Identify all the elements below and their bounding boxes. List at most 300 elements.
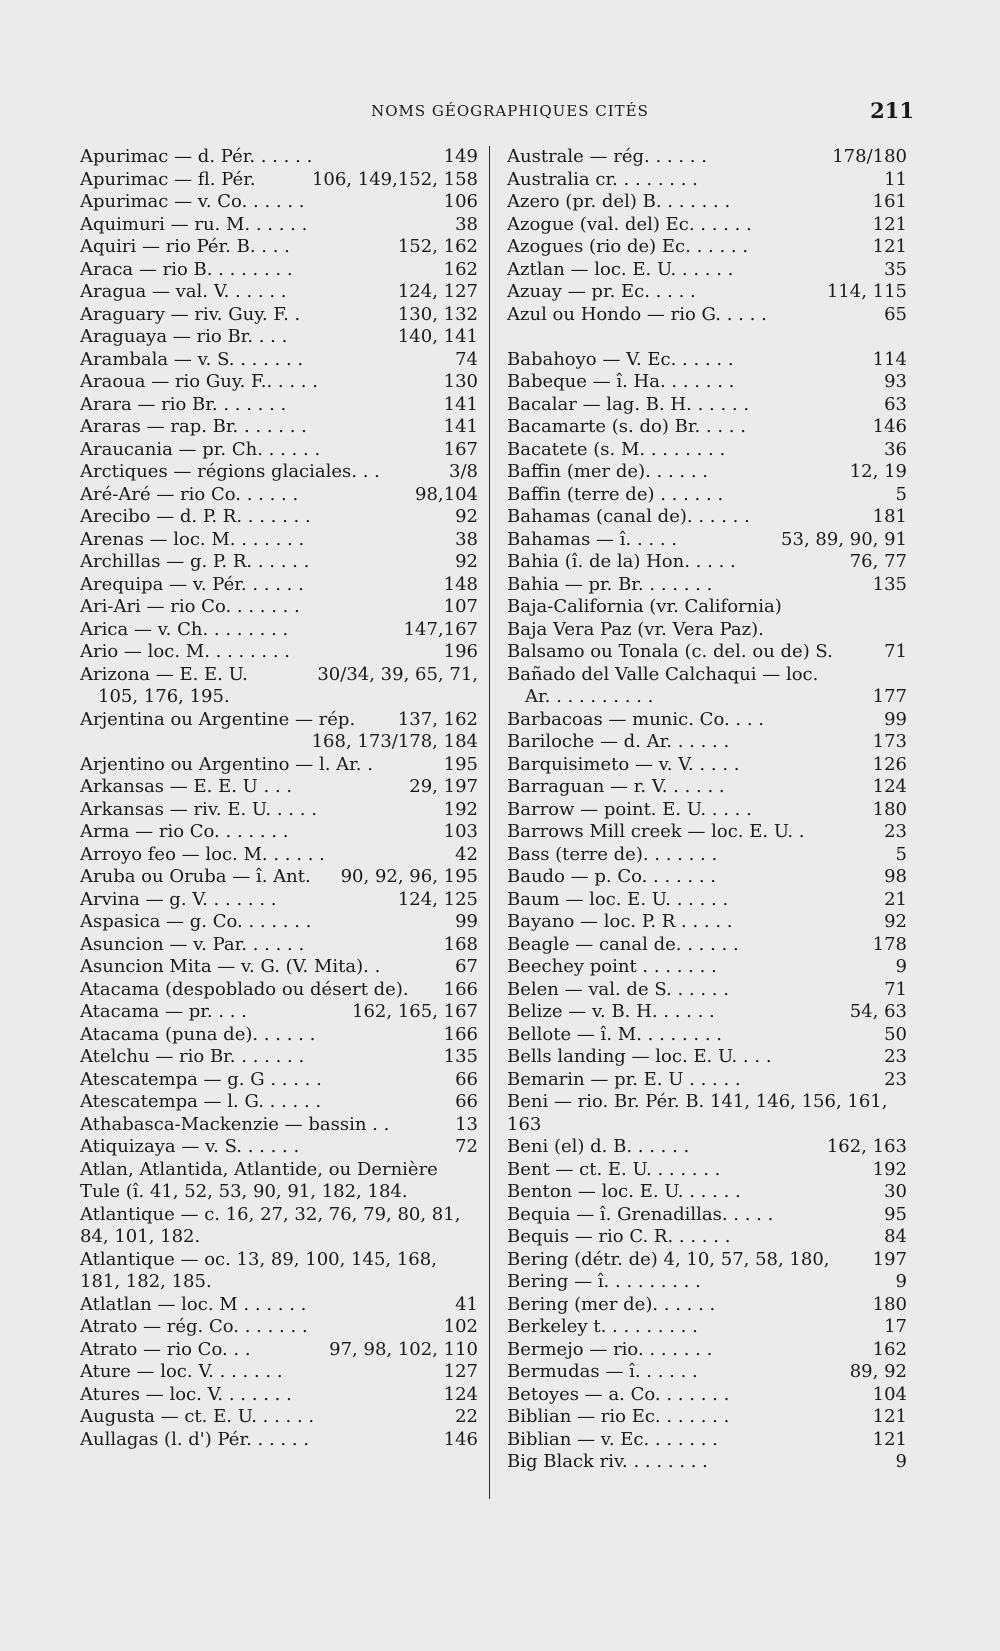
index-entry [507,1271,907,1294]
page-reference: 42 [455,843,478,865]
index-entry [80,1001,478,1024]
entry-name: Bequia — î. Grenadillas. . . . . [507,1203,774,1225]
page-reference: 71 [884,978,907,1000]
entry-name: Belen — val. de S. . . . . . [507,978,729,1000]
index-entry [80,1249,478,1294]
entry-name: Atrato — rég. Co. . . . . . . [80,1316,308,1337]
page-reference: 152, 162 [397,236,478,257]
page-reference: 166 [443,978,478,1000]
entry-name: Biblian — v. Ec. . . . . . . [507,1428,718,1450]
index-entry: 168, 173/178, 184 [311,731,478,752]
page-reference: 74 [455,348,478,370]
page-reference: 180 [872,798,907,820]
index-entry [507,1406,907,1429]
index-entry [80,911,478,934]
entry-name: Bemarin — pr. E. U . . . . . [507,1068,741,1090]
page-reference: 168 [443,933,478,955]
page-reference: 9 [895,956,907,977]
entry-name: Arkansas — E. E. U . . . [80,776,293,797]
index-entry [507,844,907,867]
entry-name: Atiquizaya — v. S. . . . . . [80,1136,300,1157]
entry-name: Beechey point . . . . . . . [507,956,717,977]
index-entry [507,574,907,597]
entry-name: Araoua — rio Guy. F.. . . . . [80,371,318,392]
section-gap [507,326,907,349]
entry-name: Balsamo ou Tonala (c. del. ou de) S. [507,641,833,662]
entry-name: Baffin (mer de). . . . . . [507,461,709,482]
index-entry [507,1069,907,1092]
entry-name: Arequipa — v. Pér. . . . . . [80,573,304,595]
index-entry [80,1024,478,1047]
index-entry [507,259,907,282]
page-reference: 65 [884,303,907,325]
index-entry [507,461,907,484]
page-reference: 192 [443,798,478,820]
entry-name: Atrato — rio Co. . . [80,1338,251,1360]
page-reference: 66 [455,1068,478,1090]
page-reference: 21 [884,888,907,910]
entry-name: Aquimuri — ru. M. . . . . . [80,213,308,235]
entry-name: Asuncion Mita — v. G. (V. Mita). . [80,956,381,977]
entry-name: Baffin (terre de) . . . . . . [507,483,724,505]
entry-name: Bering — î. . . . . . . . . [507,1271,701,1292]
entry-name: Atlantique — c. 16, 27, 32, 76, 79, 80, 81, 84, 101, 182. [80,1203,461,1247]
index-column-right [507,146,907,1474]
index-entry [507,596,907,619]
entry-name: Azuay — pr. Ec. . . . . [507,281,696,302]
page-reference: 95 [884,1203,907,1225]
index-entry [507,1361,907,1384]
page-reference: 99 [455,911,478,932]
entry-name: Australia cr. . . . . . . . [507,168,698,190]
index-entry [507,1316,907,1339]
entry-name: Atacama (despoblado ou désert de). [80,978,409,1000]
entry-name: Aquiri — rio Pér. B. . . . [80,236,290,257]
entry-name: Athabasca-Mackenzie — bassin . . [80,1113,390,1135]
entry-name: Bahia (î. de la) Hon. . . . . [507,551,736,572]
entry-name: Augusta — ct. E. U. . . . . . [80,1406,315,1427]
index-entry [80,461,478,484]
page-reference: 149 [443,146,478,167]
page-reference: 106 [443,191,478,212]
entry-name: Barquisimeto — v. V. . . . . [507,753,740,775]
entry-name: Bahamas (canal de). . . . . . [507,506,750,527]
running-title: NOMS GÉOGRAPHIQUES CITÉS [371,102,649,120]
index-entry [507,169,907,192]
page-reference: 66 [455,1091,478,1112]
page-reference: 30/34, 39, 65, 71, [317,663,478,685]
entry-name: Bayano — loc. P. R . . . . . [507,911,733,932]
index-entry [507,281,907,304]
index-entry [80,956,478,979]
page-reference: 103 [443,821,478,842]
entry-name: Bass (terre de). . . . . . . [507,843,718,865]
entry-name: Araguary — riv. Guy. F. . [80,303,301,325]
entry-name: Babahoyo — V. Ec. . . . . . [507,348,734,370]
entry-name: Ature — loc. V. . . . . . . [80,1361,283,1382]
entry-name: Betoyes — a. Co. . . . . . . [507,1383,730,1405]
index-entry [507,1249,907,1272]
index-entry [507,956,907,979]
page-reference: 181 [872,506,907,527]
index-entry [507,1136,907,1159]
page-reference: 92 [884,911,907,932]
page-number: 211 [870,98,914,123]
index-entry [507,236,907,259]
index-entry [80,214,478,237]
page-reference: 38 [455,213,478,235]
entry-name: Ar. . . . . . . . . . [525,686,654,707]
entry-name: Bermejo — rio. . . . . . . [507,1338,713,1360]
page-reference: 195 [443,753,478,775]
entry-name: Benton — loc. E. U. . . . . . [507,1181,741,1202]
page-reference: 162 [443,258,478,280]
index-entry [507,1046,907,1069]
index-entry [80,754,478,777]
entry-name: Barrow — point. E. U. . . . . [507,798,752,820]
page-reference: 5 [895,483,907,505]
index-entry [80,709,478,732]
index-entry [80,529,478,552]
page-reference: 121 [872,213,907,235]
page-reference: 93 [884,371,907,392]
index-entry [80,326,478,349]
page-reference: 99 [884,708,907,730]
index-entry [507,889,907,912]
index-entry [80,146,478,169]
page-reference: 92 [455,551,478,572]
index-entry [507,1024,907,1047]
page-reference: 135 [872,573,907,595]
page-reference: 36 [884,438,907,460]
entry-name: Aruba ou Oruba — î. Ant. [80,866,311,887]
page-reference: 84 [884,1226,907,1247]
index-entry [80,1069,478,1092]
page-reference: 121 [872,236,907,257]
index-entry [507,304,907,327]
entry-name: Arvina — g. V. . . . . . . [80,888,277,910]
entry-name: Australe — rég. . . . . . [507,146,707,167]
index-entry [507,1181,907,1204]
index-entry [80,641,478,664]
entry-name: Azul ou Hondo — rio G. . . . . [507,303,767,325]
entry-name: Bahia — pr. Br. . . . . . . [507,573,713,595]
page-reference: 23 [884,821,907,842]
index-entry [507,709,907,732]
index-entry [80,844,478,867]
index-entry [507,799,907,822]
index-entry [80,1429,478,1452]
page-reference: 146 [872,416,907,437]
index-entry [80,191,478,214]
index-entry [80,776,478,799]
page-reference: 167 [443,438,478,460]
index-entry [507,754,907,777]
page-reference: 23 [884,1068,907,1090]
page-reference: 121 [872,1406,907,1427]
index-entry [80,304,478,327]
index-entry [507,371,907,394]
page-reference: 178/180 [832,146,907,167]
entry-name: Bacamarte (s. do) Br. . . . . [507,416,746,437]
entry-name: Azero (pr. del) B. . . . . . . [507,191,731,212]
page-reference: 126 [872,753,907,775]
entry-name: Apurimac — fl. Pér. [80,168,256,190]
index-entry [507,506,907,529]
entry-name: Berkeley t. . . . . . . . . [507,1316,698,1337]
index-entry [80,574,478,597]
index-entry [507,484,907,507]
page-reference: 90, 92, 96, 195 [340,866,478,887]
index-entry [507,1159,907,1182]
entry-name: Bañado del Valle Calchaqui — loc. [507,663,819,685]
entry-name: Atures — loc. V. . . . . . . [80,1383,292,1405]
entry-name: Beni — rio. Br. Pér. B. 141, 146, 156, 161, 163 [507,1091,888,1135]
column-divider [489,146,490,1499]
index-entry [80,1361,478,1384]
index-entry [507,1294,907,1317]
page-reference: 35 [884,258,907,280]
page-reference: 162 [872,1338,907,1360]
page-reference: 107 [443,596,478,617]
index-entry [507,1204,907,1227]
page-reference: 196 [443,641,478,662]
page-reference: 114, 115 [826,281,907,302]
entry-name: Arjentino ou Argentino — l. Ar. . [80,753,373,775]
entry-name: Bequis — rio C. R. . . . . . [507,1226,731,1247]
index-entry [507,1429,907,1452]
page-reference: 147,167 [403,618,478,640]
index-entry [80,1114,478,1137]
page-reference: 173 [872,731,907,752]
entry-name: Beni (el) d. B. . . . . . [507,1136,690,1157]
index-entry [507,911,907,934]
entry-name: Atescatempa — g. G . . . . . [80,1068,322,1090]
index-entry [507,394,907,417]
page-reference: 53, 89, 90, 91 [781,528,907,550]
page-reference: 11 [884,168,907,190]
page-reference: 162, 163 [826,1136,907,1157]
page-reference: 146 [443,1428,478,1450]
page-reference: 54, 63 [849,1001,907,1022]
entry-name: Barraguan — r. V. . . . . . [507,776,725,797]
index-entry [507,1091,907,1136]
page-reference: 137, 162 [397,708,478,730]
page-reference: 130 [443,371,478,392]
entry-name: Atacama — pr. . . . [80,1001,247,1022]
index-entry [80,394,478,417]
index-entry [80,1091,478,1114]
index-entry [80,821,478,844]
index-entry [80,934,478,957]
entry-name: Arica — v. Ch. . . . . . . . [80,618,289,640]
index-entry [80,281,478,304]
page-reference: 124 [443,1383,478,1405]
page-reference: 106, 149,152, 158 [311,168,478,190]
page-reference: 9 [895,1451,907,1472]
page-reference: 13 [455,1113,478,1135]
entry-name: Arara — rio Br. . . . . . . [80,393,287,415]
page-reference: 177 [872,686,907,707]
index-entry [80,236,478,259]
entry-name: Beagle — canal de. . . . . . [507,933,739,955]
entry-name: Bariloche — d. Ar. . . . . . [507,731,730,752]
entry-name: Arambala — v. S. . . . . . . [80,348,304,370]
entry-name: Atelchu — rio Br. . . . . . . [80,1046,305,1067]
entry-name: Apurimac — v. Co. . . . . . [80,191,305,212]
entry-name: Ario — loc. M. . . . . . . . [80,641,291,662]
entry-name: Arizona — E. E. U. [80,663,248,685]
page-reference: 114 [872,348,907,370]
index-entry [80,1339,478,1362]
entry-name: Bermudas — î. . . . . . [507,1361,698,1382]
entry-name: Arma — rio Co. . . . . . . [80,821,289,842]
page-reference: 97, 98, 102, 110 [329,1338,478,1360]
page-reference: 98,104 [415,483,478,505]
index-entry [80,169,478,192]
entry-name: Apurimac — d. Pér. . . . . . [80,146,313,167]
index-entry [507,1339,907,1362]
page-reference: 135 [443,1046,478,1067]
entry-name: Bellote — î. M. . . . . . . . [507,1023,723,1045]
page-reference: 192 [872,1158,907,1180]
entry-name: Aspasica — g. Co. . . . . . . [80,911,312,932]
entry-name: Bahamas — î. . . . . [507,528,678,550]
page-reference: 130, 132 [397,303,478,325]
page-reference: 141 [443,393,478,415]
page-reference: 89, 92 [849,1361,907,1382]
index-entry [507,641,907,664]
entry-name: Aztlan — loc. E. U. . . . . . [507,258,734,280]
entry-name: Arenas — loc. M. . . . . . . [80,528,305,550]
entry-name: Asuncion — v. Par. . . . . . [80,933,305,955]
entry-name: Barbacoas — munic. Co. . . . [507,708,765,730]
entry-name: Arjentina ou Argentine — rép. [80,708,356,730]
index-entry [80,799,478,822]
page-reference: 50 [884,1023,907,1045]
index-entry [80,889,478,912]
index-entry [80,439,478,462]
index-entry [80,1046,478,1069]
index-entry [80,596,478,619]
page-reference: 161 [872,191,907,212]
index-entry: 105, 176, 195. [98,686,230,707]
entry-name: Araguaya — rio Br. . . . [80,326,288,347]
entry-name: Bacatete (s. M. . . . . . . . [507,438,726,460]
page-reference: 197 [872,1248,907,1270]
index-entry [80,506,478,529]
page-reference: 141 [443,416,478,437]
index-entry [507,416,907,439]
page-reference: 124 [872,776,907,797]
index-entry [80,551,478,574]
index-entry [80,1384,478,1407]
entry-name: Aré-Aré — rio Co. . . . . . [80,483,299,505]
page-reference: 178 [872,933,907,955]
index-entry [507,934,907,957]
entry-name: Azogues (rio de) Ec. . . . . . [507,236,749,257]
entry-name: Arroyo feo — loc. M. . . . . . [80,843,325,865]
page-reference: 76, 77 [849,551,907,572]
entry-name: Baja Vera Paz (vr. Vera Paz). [507,618,764,640]
index-entry [507,686,907,709]
index-entry [507,1226,907,1249]
entry-name: Bacalar — lag. B. H. . . . . . [507,393,750,415]
entry-name: Araucania — pr. Ch. . . . . . [80,438,321,460]
entry-name: Araras — rap. Br. . . . . . . [80,416,307,437]
entry-name: Baja-California (vr. California) [507,596,782,617]
index-entry [507,664,907,687]
page-reference: 140, 141 [397,326,478,347]
page-reference: 22 [455,1406,478,1427]
index-entry [507,551,907,574]
index-entry [80,1316,478,1339]
entry-name: Arctiques — régions glaciales. . . [80,461,380,482]
entry-name: Big Black riv. . . . . . . . [507,1451,708,1472]
index-entry [507,619,907,642]
index-entry [80,349,478,372]
index-entry [80,1204,478,1249]
entry-name: Barrows Mill creek — loc. E. U. . [507,821,805,842]
index-entry [507,529,907,552]
entry-name: Biblian — rio Ec. . . . . . . [507,1406,730,1427]
index-entry [507,214,907,237]
index-entry [80,866,478,889]
index-entry [80,1406,478,1429]
page-reference: 12, 19 [849,461,907,482]
index-entry [507,731,907,754]
entry-name: Atlantique — oc. 13, 89, 100, 145, 168, 181, 182, 185. [80,1248,437,1292]
page-reference: 162, 165, 167 [352,1001,478,1022]
entry-name: Azogue (val. del) Ec. . . . . . [507,213,752,235]
entry-name: Baum — loc. E. U. . . . . . [507,888,729,910]
index-entry [80,416,478,439]
index-entry [507,439,907,462]
index-entry [507,866,907,889]
index-entry [507,979,907,1002]
entry-name: Bering (détr. de) 4, 10, 57, 58, 180, [507,1248,830,1270]
page-reference: 104 [872,1383,907,1405]
entry-name: Bells landing — loc. E. U. . . . [507,1046,772,1067]
page-reference: 67 [455,956,478,977]
index-entry [507,821,907,844]
page-reference: 29, 197 [409,776,478,797]
page-reference: 124, 127 [397,281,478,302]
index-entry [80,1294,478,1317]
index-entry [507,1451,907,1474]
page-reference: 63 [884,393,907,415]
page-reference: 41 [455,1293,478,1315]
page-reference: 23 [884,1046,907,1067]
index-entry [80,1136,478,1159]
page-reference: 166 [443,1023,478,1045]
page-reference: 71 [884,641,907,662]
entry-name: Bering (mer de). . . . . . [507,1293,716,1315]
page-reference: 72 [455,1136,478,1157]
index-entry [80,484,478,507]
index-entry [80,979,478,1002]
index-entry [507,1001,907,1024]
entry-name: Aullagas (l. d') Pér. . . . . . [80,1428,310,1450]
page-reference: 9 [895,1271,907,1292]
page-reference: 30 [884,1181,907,1202]
index-entry [80,259,478,282]
entry-name: Babeque — î. Ha. . . . . . . [507,371,735,392]
entry-name: Aragua — val. V. . . . . . [80,281,287,302]
index-entry [507,776,907,799]
entry-name: Arkansas — riv. E. U. . . . . [80,798,317,820]
entry-name: Archillas — g. P. R. . . . . . [80,551,310,572]
